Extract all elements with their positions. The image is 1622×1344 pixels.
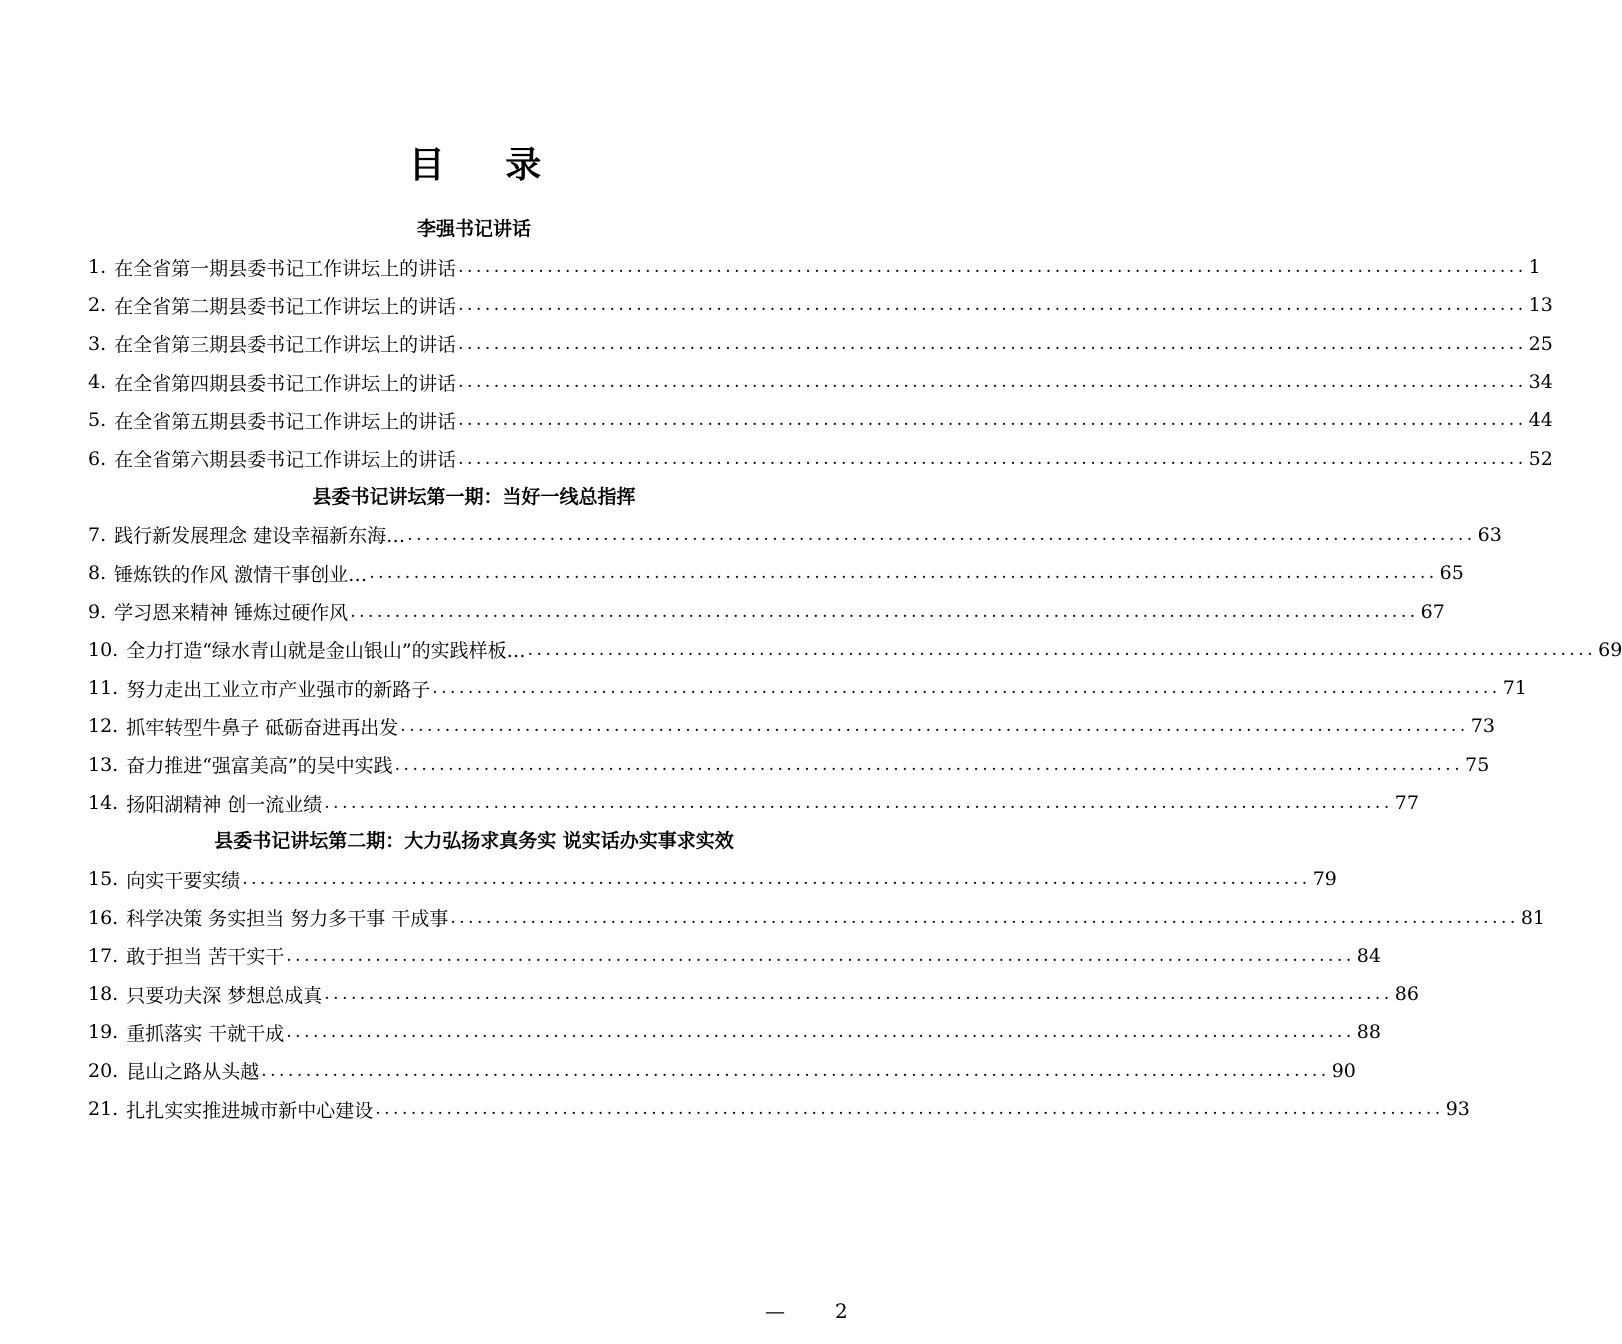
toc-entry[interactable] [88, 554, 1464, 592]
entry-number: 3. [88, 332, 107, 355]
leader-dots: ........................................................................................................................ [400, 716, 1469, 737]
toc-entry[interactable] [88, 516, 1502, 554]
leader-dots: ........................................................................................................................ [394, 754, 1464, 775]
entry-number: 16. [88, 906, 119, 929]
entry-title: 抓牢转型牛鼻子 砥砺奋进再出发 [126, 716, 399, 739]
toc-entry[interactable] [88, 1090, 1470, 1128]
section-heading: 县委书记讲坛第二期：大力弘扬求真务实 说实话办实事求实效 [214, 830, 734, 853]
entry-title: 在全省第六期县委书记工作讲坛上的讲话 [114, 449, 457, 472]
entry-page: 13 [1528, 294, 1553, 317]
leader-dots: ........................................................................................................................ [286, 945, 1355, 966]
toc-title: 目 录 [408, 144, 566, 186]
leader-dots: ........................................................................................................................ [527, 639, 1597, 660]
leader-dots: ........................................................................................................................ [242, 869, 1311, 890]
entry-page: 75 [1465, 753, 1490, 776]
toc-entry[interactable] [88, 669, 1527, 707]
entry-number: 2. [88, 294, 107, 317]
entry-title: 奋力推进“强富美高”的吴中实践 [126, 755, 393, 778]
toc-entry[interactable] [88, 248, 1541, 286]
section-heading: 县委书记讲坛第一期：当好一线总指挥 [312, 485, 636, 508]
toc-entry[interactable] [88, 707, 1495, 745]
entry-page: 65 [1439, 562, 1464, 585]
entry-number: 14. [88, 792, 119, 814]
entry-page: 86 [1394, 983, 1419, 1006]
toc-entry[interactable] [88, 363, 1553, 401]
entry-page: 52 [1528, 447, 1553, 470]
entry-title: 科学决策 务实担当 努力多干事 干成事 [126, 908, 449, 931]
entry-number: 8. [88, 562, 107, 585]
toc-entry[interactable] [88, 746, 1490, 784]
toc-entry[interactable] [88, 784, 1419, 822]
entry-page: 88 [1356, 1021, 1381, 1044]
entry-title: 锤炼铁的作风 激情干事创业… [114, 563, 368, 586]
entry-number: 10. [88, 638, 119, 661]
entry-title: 在全省第四期县委书记工作讲坛上的讲话 [114, 372, 457, 395]
toc-entry[interactable] [88, 860, 1337, 898]
entry-title: 学习恩来精神 锤炼过硬作风 [114, 602, 349, 625]
entry-title: 全力打造“绿水青山就是金山银山”的实践样板… [126, 640, 526, 663]
entry-number: 21. [88, 1098, 119, 1121]
entry-title: 在全省第一期县委书记工作讲坛上的讲话 [114, 257, 457, 280]
leader-dots: ........................................................................................................................ [458, 257, 1527, 278]
entry-page: 69 [1598, 638, 1622, 661]
toc-entry[interactable] [88, 937, 1381, 975]
entry-title: 在全省第三期县委书记工作讲坛上的讲话 [114, 334, 457, 357]
entry-number: 15. [88, 868, 119, 891]
entry-number: 9. [88, 600, 107, 623]
entry-page: 71 [1502, 677, 1527, 700]
entry-page: 34 [1528, 371, 1553, 394]
toc-entry[interactable] [88, 325, 1553, 363]
leader-dots: ........................................................................................................................ [407, 524, 1476, 545]
entry-title: 敢于担当 苦干实干 [126, 946, 285, 969]
entry-page: 44 [1528, 409, 1553, 432]
entry-page: 25 [1528, 332, 1553, 355]
entry-title: 只要功夫深 梦想总成真 [126, 984, 323, 1007]
entry-page: 84 [1356, 944, 1381, 967]
page-number: 2 [835, 1299, 848, 1323]
entry-page: 81 [1520, 906, 1545, 929]
entry-title: 在全省第五期县委书记工作讲坛上的讲话 [114, 410, 457, 433]
leader-dots: ........................................................................................................................ [458, 448, 1527, 469]
leader-dots: ........................................................................................................................ [350, 601, 1419, 622]
entry-number: 19. [88, 1021, 119, 1044]
toc-entry[interactable] [88, 401, 1553, 439]
footer-dash: — [765, 1299, 785, 1323]
entry-title: 践行新发展理念 建设幸福新东海… [114, 525, 406, 548]
entry-page: 67 [1420, 600, 1445, 623]
entry-number: 5. [88, 409, 107, 432]
entry-number: 12. [88, 715, 119, 738]
entry-title: 扎扎实实推进城市新中心建设 [126, 1099, 374, 1122]
leader-dots: ........................................................................................................................ [458, 410, 1527, 431]
toc-entry[interactable] [88, 286, 1553, 324]
leader-dots: ........................................................................................................................ [369, 563, 1438, 584]
leader-dots: ........................................................................................................................ [375, 1099, 1444, 1120]
toc-entry[interactable] [88, 898, 1545, 936]
entry-page: 79 [1312, 868, 1337, 891]
entry-page: 73 [1470, 715, 1495, 738]
entry-page: 90 [1331, 1059, 1356, 1082]
toc-entry[interactable] [88, 1013, 1381, 1051]
entry-number: 1. [88, 256, 107, 279]
entry-page: 63 [1477, 523, 1502, 546]
entry-title: 在全省第二期县委书记工作讲坛上的讲话 [114, 295, 457, 318]
toc-entry[interactable] [88, 439, 1553, 477]
entry-number: 18. [88, 983, 119, 1006]
toc-entry[interactable] [88, 592, 1445, 630]
leader-dots: ........................................................................................................................ [450, 907, 1519, 928]
entry-title: 向实干要实绩 [126, 869, 241, 892]
leader-dots: ........................................................................................................................ [458, 333, 1527, 354]
entry-title: 努力走出工业立市产业强市的新路子 [126, 678, 431, 701]
entry-page: 1 [1528, 256, 1541, 279]
leader-dots: ........................................................................................................................ [458, 295, 1527, 316]
leader-dots: ........................................................................................................................ [286, 1022, 1355, 1043]
toc-entry[interactable] [88, 1052, 1356, 1090]
entry-title: 重抓落实 干就干成 [126, 1022, 285, 1045]
toc-entry[interactable] [88, 975, 1419, 1013]
entry-number: 6. [88, 447, 107, 470]
entry-page: 93 [1445, 1098, 1470, 1121]
entry-number: 20. [88, 1059, 119, 1082]
leader-dots: ........................................................................................................................ [458, 372, 1527, 393]
entry-number: 11. [88, 677, 119, 700]
leader-dots: ........................................................................................................................ [432, 678, 1501, 699]
entry-number: 13. [88, 753, 119, 776]
leader-dots: ........................................................................................................................ [324, 984, 1393, 1005]
table-of-contents [88, 210, 1622, 1128]
entry-number: 7. [88, 523, 107, 546]
entry-number: 17. [88, 944, 119, 967]
entry-page: 77 [1394, 792, 1419, 814]
leader-dots: ........................................................................................................................ [324, 793, 1393, 813]
leader-dots: ........................................................................................................................ [261, 1060, 1330, 1081]
toc-entry[interactable] [88, 631, 1622, 669]
entry-number: 4. [88, 371, 107, 394]
section-heading: 李强书记讲话 [416, 218, 531, 240]
entry-title: 扬阳湖精神 创一流业绩 [126, 793, 323, 816]
entry-title: 昆山之路从头越 [126, 1061, 260, 1084]
